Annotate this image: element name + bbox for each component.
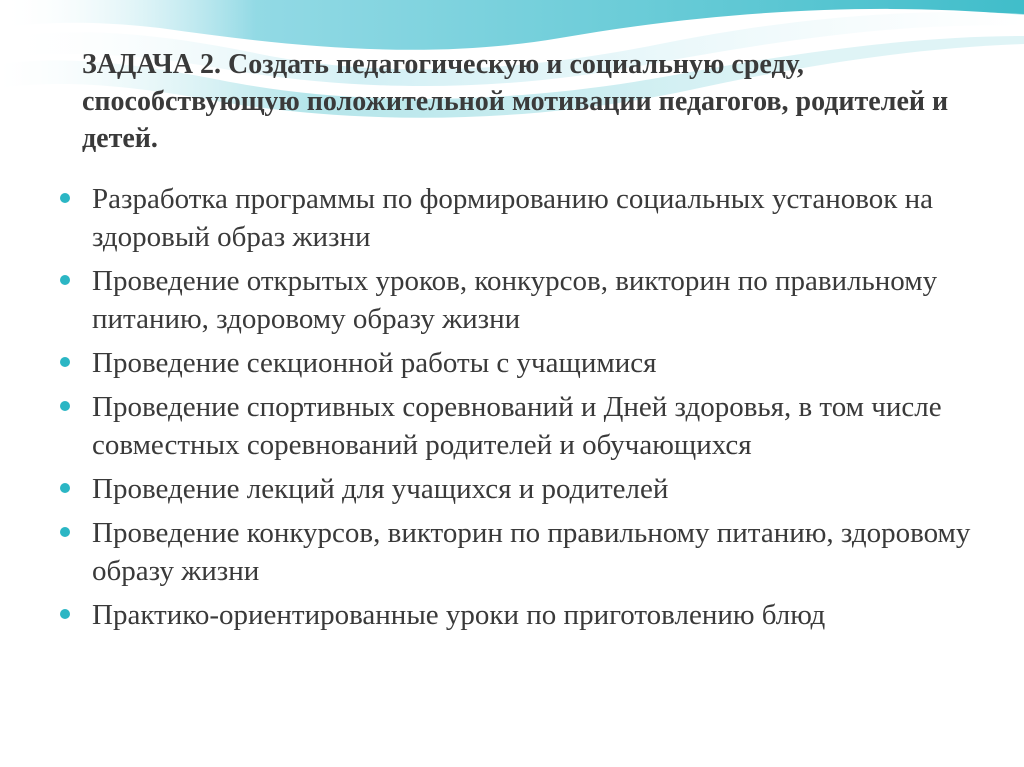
- bullet-text: Проведение открытых уроков, конкурсов, викторин по правильному питанию, здоровому образу жизни: [92, 265, 938, 335]
- bullet-text: Практико-ориентированные уроки по приготовлению блюд: [92, 599, 826, 631]
- bullet-text: Разработка программы по формированию социальных установок на здоровый образ жизни: [92, 183, 933, 253]
- bullet-dot-icon: [60, 401, 70, 411]
- bullet-item: [56, 262, 976, 338]
- bullet-item: [56, 514, 976, 590]
- bullet-dot-icon: [60, 275, 70, 285]
- bullet-text: Проведение лекций для учащихся и родителей: [92, 473, 669, 505]
- bullet-dot-icon: [60, 609, 70, 619]
- bullet-text: Проведение спортивных соревнований и Дней здоровья, в том числе совместных соревнований родителей и обучающихся: [92, 391, 942, 461]
- bullet-item: [56, 388, 976, 464]
- bullet-item: [56, 470, 976, 508]
- bullet-dot-icon: [60, 527, 70, 537]
- bullet-item: [56, 344, 976, 382]
- bullet-dot-icon: [60, 357, 70, 367]
- bullet-item: [56, 596, 976, 634]
- bullet-text: Проведение секционной работы с учащимися: [92, 347, 657, 379]
- bullet-item: [56, 180, 976, 256]
- bullet-text: Проведение конкурсов, викторин по правильному питанию, здоровому образу жизни: [92, 517, 971, 587]
- bullet-list: [56, 180, 976, 640]
- slide-title: ЗАДАЧА 2. Создать педагогическую и социальную среду, способствующую положительной мотивации педагогов, родителей и детей.: [82, 49, 949, 154]
- bullet-dot-icon: [60, 193, 70, 203]
- bullet-dot-icon: [60, 483, 70, 493]
